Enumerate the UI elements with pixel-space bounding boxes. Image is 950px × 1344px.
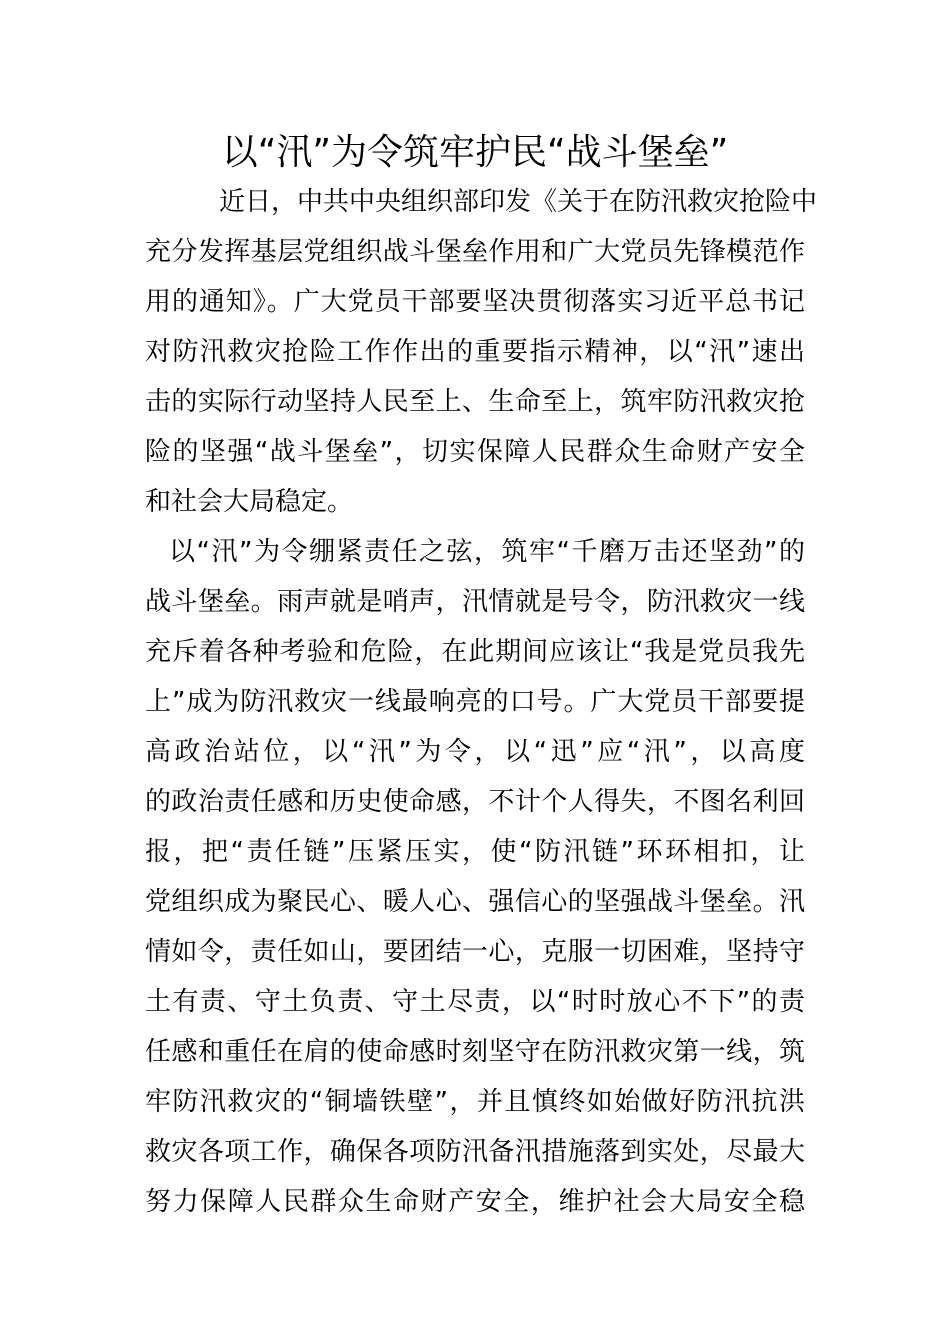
paragraph-2-line: 高政治站位，以“汛”为令，以“迅”应“汛”，以高度 — [145, 737, 805, 767]
paragraph-2-line: 救灾各项工作，确保各项防汛备汛措施落到实处，尽最大 — [145, 1137, 805, 1167]
paragraph-2-line: 情如令，责任如山，要团结一心，克服一切困难，坚持守 — [145, 937, 805, 967]
paragraph-2-line: 牢防汛救灾的“铜墙铁壁”，并且慎终如始做好防汛抗洪 — [145, 1087, 805, 1117]
paragraph-1-line: 对防汛救灾抢险工作作出的重要指示精神，以“汛”速出 — [145, 337, 805, 367]
paragraph-1-line: 和社会大局稳定。 — [145, 487, 354, 517]
paragraph-2-line: 充斥着各种考验和危险，在此期间应该让“我是党员我先 — [145, 637, 805, 667]
paragraph-2-line: 的政治责任感和历史使命感，不计个人得失，不图名利回 — [145, 787, 805, 817]
paragraph-1-line: 用的通知》。广大党员干部要坚决贯彻落实习近平总书记 — [145, 287, 805, 317]
paragraph-2-line: 努力保障人民群众生命财产安全，维护社会大局安全稳 — [145, 1187, 805, 1217]
paragraph-2-line: 土有责、守土负责、守土尽责，以“时时放心不下”的责 — [145, 987, 805, 1017]
paragraph-1-line: 充分发挥基层党组织战斗堡垒作用和广大党员先锋模范作 — [145, 237, 805, 267]
paragraph-2-line: 战斗堡垒。雨声就是哨声，汛情就是号令，防汛救灾一线 — [145, 587, 805, 617]
paragraph-2-line: 任感和重任在肩的使命感时刻坚守在防汛救灾第一线，筑 — [145, 1037, 805, 1067]
paragraph-1-line: 近日，中共中央组织部印发《关于在防汛救灾抢险中 — [219, 187, 818, 217]
paragraph-2-line: 报，把“责任链”压紧压实，使“防汛链”环环相扣，让 — [145, 837, 805, 867]
document-body — [145, 177, 818, 1227]
paragraph-1-line: 险的坚强“战斗堡垒”，切实保障人民群众生命财产安全 — [145, 437, 805, 467]
paragraph-2-line: 上”成为防汛救灾一线最响亮的口号。广大党员干部要提 — [145, 687, 805, 717]
paragraph-2-line: 以“汛”为令绷紧责任之弦，筑牢“千磨万击还坚劲”的 — [169, 537, 805, 567]
paragraph-2-line: 党组织成为聚民心、暖人心、强信心的坚强战斗堡垒。汛 — [145, 887, 805, 917]
document-title: 以“汛”为令筑牢护民“战斗堡垒” — [221, 132, 729, 173]
paragraph-1-line: 击的实际行动坚持人民至上、生命至上，筑牢防汛救灾抢 — [145, 387, 805, 417]
